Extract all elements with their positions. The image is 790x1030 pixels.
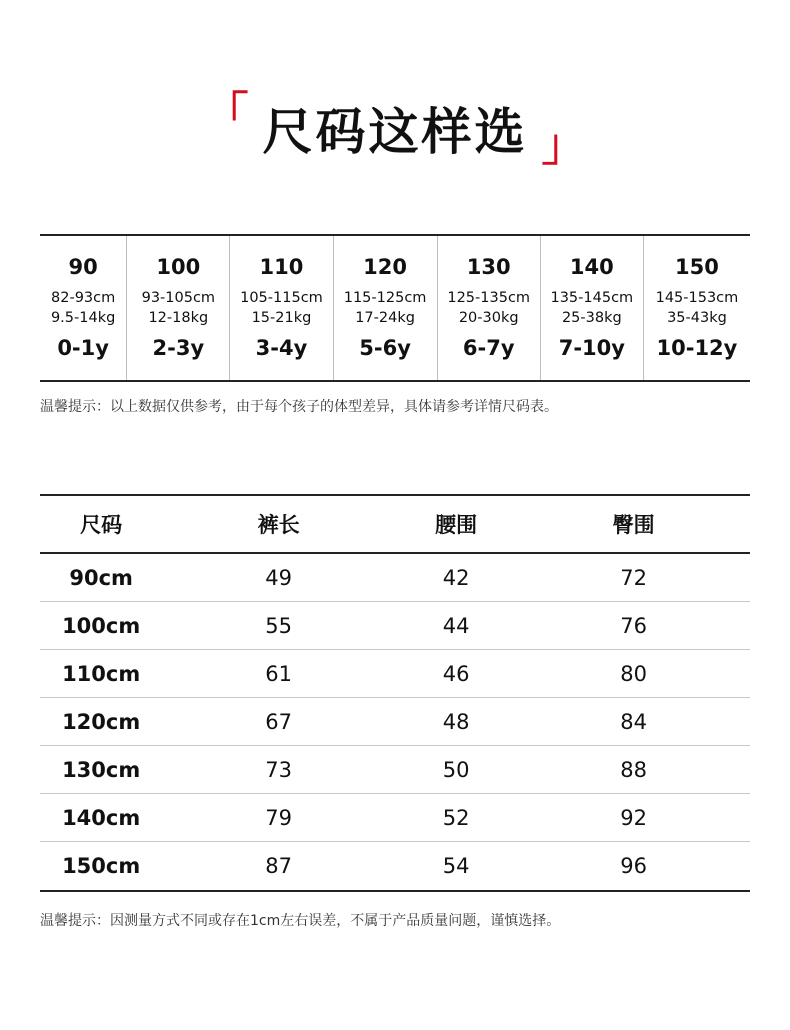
pants-length-cell: 79 [265,805,293,830]
size-label: 100 [156,255,201,279]
size-label: 140 [569,255,614,279]
table-row [40,746,750,794]
hip-cell: 96 [620,854,648,878]
weight-range: 12-18kg [148,310,209,326]
measurement-table-body [40,554,750,890]
size-age-table [40,234,750,382]
height-range: 105-115cm [240,290,323,306]
age-table-column [541,236,644,380]
pants-length-cell: 87 [265,854,293,878]
weight-range: 25-38kg [561,310,622,326]
table-row [40,602,750,650]
height-range: 125-135cm [447,290,531,306]
height-range: 93-105cm [141,290,216,306]
hip-cell: 92 [620,805,648,830]
age-table-column [40,236,127,380]
waist-cell: 46 [442,661,470,686]
title-text: 尺码这样选 [262,103,528,161]
header-waist: 腰围 [435,513,478,537]
height-range: 115-125cm [343,290,427,306]
age-range: 7-10y [558,336,625,360]
hip-cell: 88 [620,757,648,782]
table-row [40,842,750,890]
height-range: 135-145cm [550,290,634,306]
pants-length-cell: 55 [265,613,293,638]
size-cell: 110cm [62,661,141,686]
pants-length-cell: 49 [265,565,293,590]
table-row [40,650,750,698]
measurement-table [40,494,750,892]
weight-range: 9.5-14kg [50,310,116,326]
waist-cell: 42 [442,565,470,590]
age-range: 3-4y [255,336,308,360]
pants-length-cell: 61 [265,661,293,686]
size-label: 130 [466,255,511,279]
weight-range: 15-21kg [251,310,312,326]
size-label: 110 [259,255,304,279]
pants-length-cell: 73 [265,757,293,782]
tip-note-reference: 温馨提示：以上数据仅供参考，由于每个孩子的体型差异，具体请参考详情尺码表。 [40,399,558,415]
hip-cell: 76 [620,613,648,638]
size-cell: 140cm [62,805,141,830]
table-row [40,554,750,602]
size-label: 120 [363,255,407,279]
age-range: 10-12y [656,336,738,360]
weight-range: 20-30kg [458,310,519,326]
waist-cell: 44 [442,613,470,638]
age-table-column [334,236,438,380]
size-cell: 150cm [62,854,141,878]
header-pants-length: 裤长 [257,513,300,537]
measurement-table-header [40,496,750,554]
table-row [40,698,750,746]
height-range: 82-93cm [51,290,116,306]
size-cell: 100cm [62,613,141,638]
waist-cell: 54 [442,854,470,878]
waist-cell: 50 [442,757,470,782]
page-title [0,88,790,171]
age-range: 2-3y [152,336,205,360]
title-close-bracket: 」 [541,120,586,171]
table-row [40,794,750,842]
age-table-column [644,236,750,380]
hip-cell: 80 [620,661,648,686]
age-range: 6-7y [462,336,515,360]
height-range: 145-153cm [655,290,739,306]
age-table-column [438,236,541,380]
tip-note-error: 温馨提示：因测量方式不同或存在1cm左右误差，不属于产品质量问题，谨慎选择。 [40,913,561,929]
size-label: 90 [68,255,98,279]
size-cell: 90cm [69,565,133,590]
pants-length-cell: 67 [265,709,293,734]
size-label: 150 [675,255,719,279]
age-range: 5-6y [359,336,411,360]
waist-cell: 52 [442,805,470,830]
age-table-column [127,236,230,380]
size-cell: 130cm [62,757,141,782]
weight-range: 17-24kg [355,310,415,326]
hip-cell: 84 [620,709,648,734]
age-range: 0-1y [57,336,109,360]
title-open-bracket: 「 [204,88,249,139]
size-cell: 120cm [62,709,141,734]
header-hip: 臀围 [612,513,655,537]
waist-cell: 48 [442,709,470,734]
hip-cell: 72 [620,565,648,590]
age-table-column [230,236,333,380]
weight-range: 35-43kg [667,310,727,326]
header-size: 尺码 [80,513,123,537]
